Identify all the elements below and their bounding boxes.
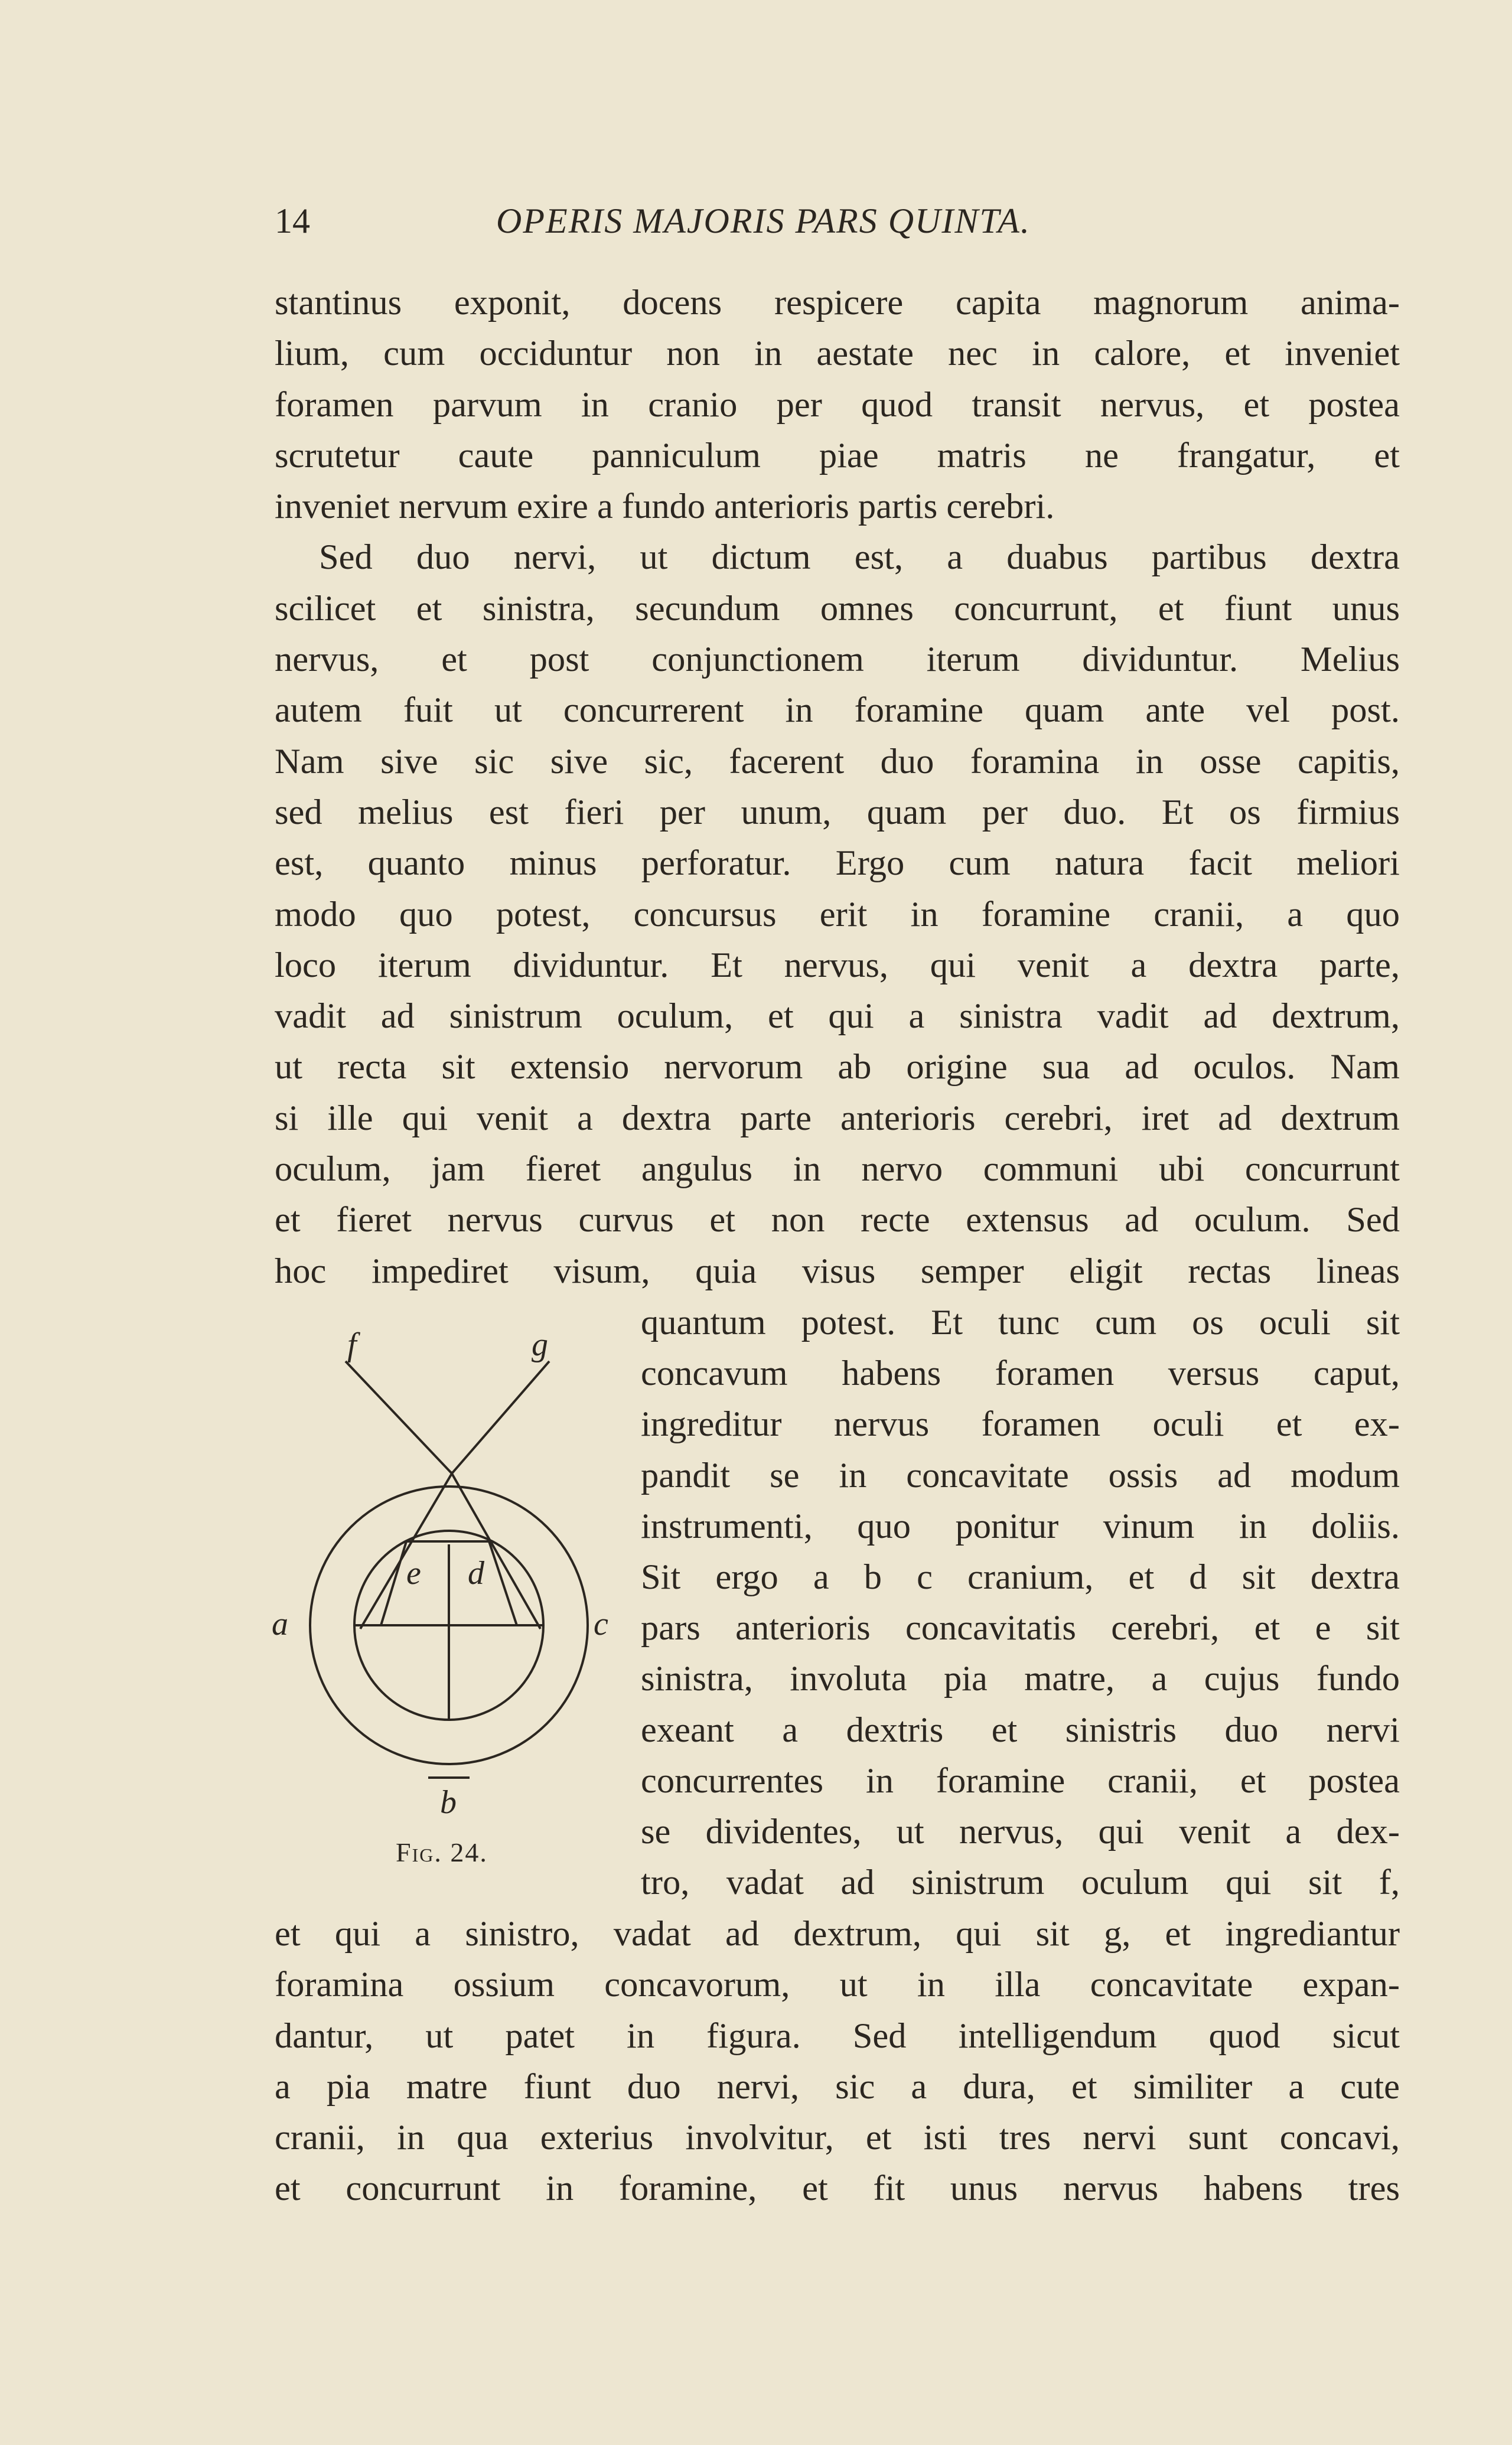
text-line: se dividentes, ut nervus, qui venit a dex-	[641, 1811, 1400, 1851]
text-line: cranii, in qua exterius involvitur, et isti tres nervi sunt concavi,	[275, 2118, 1400, 2158]
text-line: foramina ossium concavorum, ut in illa concavitate expan-	[275, 1965, 1400, 2005]
text-line: et qui a sinistro, vadat ad dextrum, qui sit g, et ingrediantur	[275, 1914, 1400, 1954]
text-line: pars anterioris concavitatis cerebri, et e sit	[641, 1608, 1400, 1648]
text-line: inveniet nervum exire a fundo anterioris partis cerebri.	[275, 487, 1055, 527]
label-f: f	[347, 1326, 357, 1363]
text-line: quantum potest. Et tunc cum os oculi sit	[641, 1303, 1400, 1342]
text-line: loco iterum dividuntur. Et nervus, qui venit a dextra parte,	[275, 945, 1400, 985]
page-header	[275, 195, 1403, 260]
page-number: 14	[275, 201, 310, 240]
text-line: tro, vadat ad sinistrum oculum qui sit f,	[641, 1863, 1400, 1903]
nerve-to-g	[452, 1361, 549, 1473]
text-line: concurrentes in foramine cranii, et postea	[641, 1761, 1400, 1801]
label-b: b	[440, 1784, 457, 1821]
text-line: autem fuit ut concurrerent in foramine quam ante vel post.	[275, 690, 1400, 731]
text-line: et fieret nervus curvus et non recte extensus ad oculum. Sed	[275, 1200, 1400, 1240]
text-line: lium, cum occiduntur non in aestate nec in calore, et inveniet	[275, 334, 1400, 374]
text-line: a pia matre fiunt duo nervi, sic a dura, et similiter a cute	[275, 2066, 1400, 2107]
label-a: a	[272, 1606, 288, 1642]
body-text-wrap	[641, 1298, 1400, 1908]
text-line: concavum habens foramen versus caput,	[641, 1354, 1400, 1394]
text-line: exeant a dextris et sinistris duo nervi	[641, 1710, 1400, 1750]
text-line: Sit ergo a b c cranium, et d sit dextra	[641, 1557, 1400, 1597]
text-line: sed melius est fieri per unum, quam per duo. Et os firmius	[275, 792, 1400, 832]
left-inner-chord	[381, 1541, 406, 1625]
figure-24	[260, 1326, 626, 1821]
text-line: vadit ad sinistrum oculum, et qui a sinistra vadit ad dextrum,	[275, 996, 1400, 1036]
text-line: Sed duo nervi, ut dictum est, a duabus partibus dextra	[319, 537, 1400, 578]
text-line: Nam sive sic sive sic, facerent duo foramina in osse capitis,	[275, 741, 1400, 781]
figure-caption: Fig. 24.	[396, 1837, 488, 1867]
text-line: instrumenti, quo ponitur vinum in doliis.	[641, 1506, 1400, 1546]
label-c: c	[594, 1606, 608, 1642]
text-line: scrutetur caute panniculum piae matris ne frangatur, et	[275, 435, 1400, 475]
body-text-bottom	[275, 1909, 1400, 2215]
label-e: e	[406, 1555, 421, 1592]
text-line: modo quo potest, concursus erit in foramine cranii, a quo	[275, 894, 1400, 934]
text-line: foramen parvum in cranio per quod transit nervus, et postea	[275, 384, 1400, 425]
text-line: dantur, ut patet in figura. Sed intelligendum quod sicut	[275, 2016, 1400, 2056]
text-line: hoc impediret visum, quia visus semper eligit rectas lineas	[275, 1251, 1400, 1291]
text-line: scilicet et sinistra, secundum omnes concurrunt, et fiunt unus	[275, 588, 1400, 628]
text-line: oculum, jam fieret angulus in nervo communi ubi concurrunt	[275, 1149, 1400, 1189]
text-line: stantinus exponit, docens respicere capita magnorum anima-	[275, 283, 1400, 322]
running-title: OPERIS MAJORIS PARS QUINTA.	[496, 201, 1031, 240]
text-line: ingreditur nervus foramen oculi et ex-	[641, 1404, 1400, 1445]
body-text-top	[275, 278, 1400, 1297]
label-g: g	[532, 1326, 548, 1363]
text-line: est, quanto minus perforatur. Ergo cum natura facit meliori	[275, 843, 1400, 884]
text-line: pandit se in concavitate ossis ad modum	[641, 1455, 1400, 1495]
label-d: d	[468, 1555, 484, 1592]
text-line: si ille qui venit a dextra parte anterioris cerebri, iret ad dextrum	[275, 1098, 1400, 1138]
text-line: ut recta sit extensio nervorum ab origine sua ad oculos. Nam	[275, 1047, 1400, 1087]
nerve-to-f	[346, 1361, 452, 1473]
text-line: sinistra, involuta pia matre, a cujus fundo	[641, 1659, 1400, 1699]
text-line: nervus, et post conjunctionem iterum dividuntur. Melius	[275, 640, 1400, 680]
optic-nerve-diagram	[260, 1329, 626, 1919]
text-line: et concurrunt in foramine, et fit unus nervus habens tres	[275, 2169, 1400, 2209]
